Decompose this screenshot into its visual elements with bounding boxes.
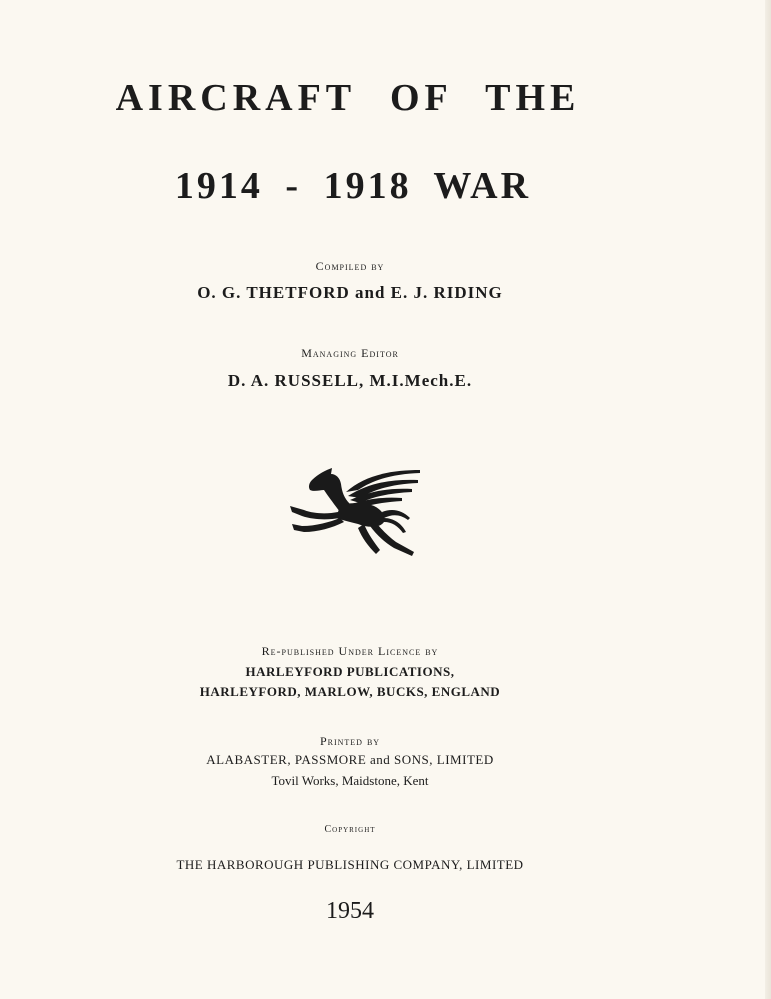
publisher-address: HARLEYFORD, MARLOW, BUCKS, ENGLAND [199,684,501,699]
publication-year: 1954 [326,898,374,924]
managing-editor-label: Managing Editor [301,346,399,360]
compiled-by-label: Compiled by [315,259,385,273]
managing-editor: D. A. RUSSELL, M.I.Mech.E. [227,371,473,390]
printed-by-label: Printed by [319,734,381,748]
authors: O. G. THETFORD and E. J. RIDING [197,283,503,302]
printer-address: Tovil Works, Maidstone, Kent [271,773,429,788]
printer-name: ALABASTER, PASSMORE and SONS, LIMITED [206,752,494,767]
copyright-holder: THE HARBOROUGH PUBLISHING COMPANY, LIMITED [176,857,524,872]
page-edge [765,0,771,999]
copyright-label: Copyright [324,824,376,835]
book-title-line-2: 1914 - 1918 WAR [174,165,532,207]
book-title-line-1: AIRCRAFT OF THE [115,77,581,119]
publisher-name: HARLEYFORD PUBLICATIONS, [245,664,455,679]
pegasus-icon [284,462,424,558]
republished-label: Re-published Under Licence by [261,644,439,658]
